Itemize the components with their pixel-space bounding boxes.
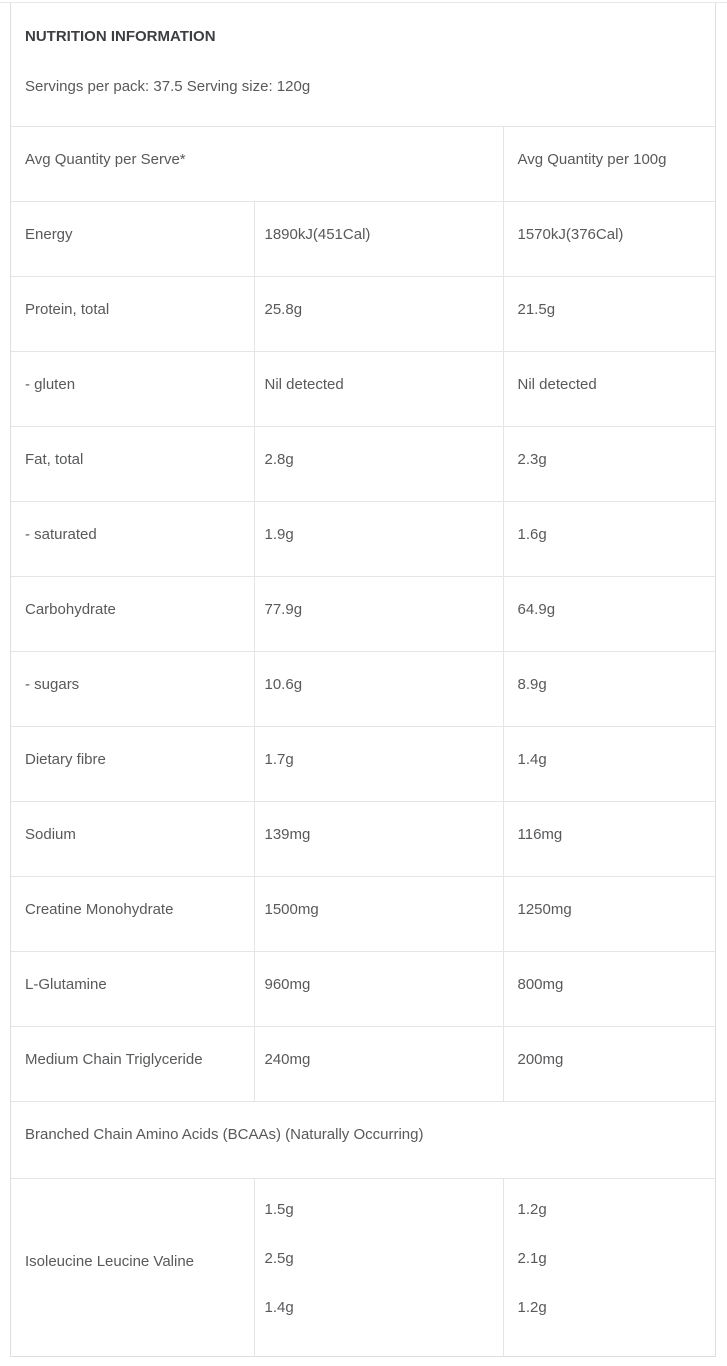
table-row-saturated [11, 502, 715, 577]
row-value-100g: 1250mg [503, 877, 715, 952]
row-value-100g: 1570kJ(376Cal) [503, 202, 715, 277]
amino-100g-value: 1.2g [517, 1299, 547, 1316]
row-value-serve: 2.8g [254, 427, 503, 502]
row-value-serve: Nil detected [254, 352, 503, 427]
row-value-serve: 1500mg [254, 877, 503, 952]
table-header-row [11, 127, 715, 202]
row-value-serve: 1.7g [254, 727, 503, 802]
row-label: Sodium [11, 802, 254, 877]
amino-serve-value: 1.4g [264, 1299, 294, 1316]
row-value-100g: 2.3g [503, 427, 715, 502]
table-row-gluten [11, 352, 715, 427]
column-header-serve: Avg Quantity per Serve* [11, 127, 503, 202]
row-value-100g: 1.4g [503, 727, 715, 802]
table-row-protein [11, 277, 715, 352]
table-row-creatine [11, 877, 715, 952]
amino-serve-value: 1.5g [264, 1201, 294, 1218]
amino-serve-value: 2.5g [264, 1250, 294, 1267]
row-value-serve: 77.9g [254, 577, 503, 652]
row-label: L-Glutamine [11, 952, 254, 1027]
row-value-serve [254, 1179, 503, 1356]
nutrition-panel [10, 3, 716, 1357]
row-label: Energy [11, 202, 254, 277]
row-value-100g: 116mg [503, 802, 715, 877]
row-value-100g: 64.9g [503, 577, 715, 652]
row-value-100g: 21.5g [503, 277, 715, 352]
row-label: Dietary fibre [11, 727, 254, 802]
row-label: Isoleucine Leucine Valine [11, 1179, 254, 1356]
row-value-serve: 960mg [254, 952, 503, 1027]
table-row-carbohydrate [11, 577, 715, 652]
nutrition-table [11, 126, 715, 1356]
amino-acids-row [11, 1179, 715, 1356]
bcaa-heading-label: Branched Chain Amino Acids (BCAAs) (Naturally Occurring) [11, 1102, 715, 1179]
table-row-glutamine [11, 952, 715, 1027]
row-value-serve: 240mg [254, 1027, 503, 1102]
table-row-energy [11, 202, 715, 277]
row-label: Fat, total [11, 427, 254, 502]
table-row-sugars [11, 652, 715, 727]
row-label: - gluten [11, 352, 254, 427]
page-title: NUTRITION INFORMATION [25, 28, 216, 45]
row-value-100g: 200mg [503, 1027, 715, 1102]
row-label: Medium Chain Triglyceride [11, 1027, 254, 1102]
row-value-serve: 139mg [254, 802, 503, 877]
table-row-mct [11, 1027, 715, 1102]
servings-line: Servings per pack: 37.5 Serving size: 120g [25, 78, 311, 95]
row-label: Carbohydrate [11, 577, 254, 652]
row-label: - saturated [11, 502, 254, 577]
row-value-100g: 800mg [503, 952, 715, 1027]
row-value-serve: 25.8g [254, 277, 503, 352]
row-value-serve: 1890kJ(451Cal) [254, 202, 503, 277]
row-value-100g: Nil detected [503, 352, 715, 427]
row-value-serve: 1.9g [254, 502, 503, 577]
table-row-fat [11, 427, 715, 502]
row-value-100g: 1.6g [503, 502, 715, 577]
amino-100g-value: 2.1g [517, 1250, 547, 1267]
row-value-100g [503, 1179, 715, 1356]
row-value-serve: 10.6g [254, 652, 503, 727]
row-value-100g: 8.9g [503, 652, 715, 727]
table-row-sodium [11, 802, 715, 877]
row-label: Creatine Monohydrate [11, 877, 254, 952]
row-label: - sugars [11, 652, 254, 727]
row-label: Protein, total [11, 277, 254, 352]
bcaa-heading-row [11, 1102, 715, 1179]
column-header-100g: Avg Quantity per 100g [503, 127, 715, 202]
amino-100g-value: 1.2g [517, 1201, 547, 1218]
table-row-fibre [11, 727, 715, 802]
